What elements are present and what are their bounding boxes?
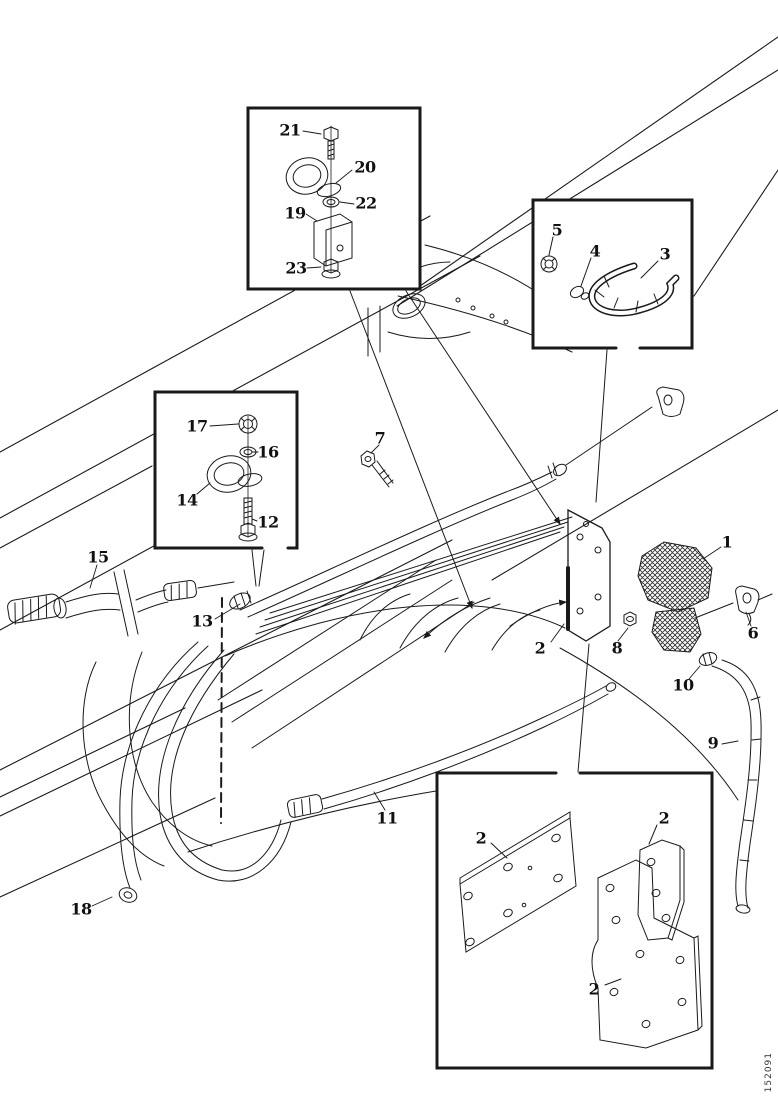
callout-2-part-22: 22: [355, 193, 377, 213]
callout-12-part-7: 7: [374, 428, 386, 448]
callout-17-part-2: 2: [534, 638, 546, 658]
callout-15-part-15: 15: [87, 547, 109, 567]
callout-16-part-13: 13: [191, 611, 213, 631]
hose-9: [712, 660, 761, 914]
clamp-13: [221, 590, 253, 823]
callout-11-part-12: 12: [257, 512, 279, 532]
inset-box-tube-fitting: [533, 200, 692, 348]
callout-9-part-16: 16: [257, 442, 279, 462]
hose-11-tip: [605, 681, 618, 693]
doc-number: 152091: [764, 1051, 774, 1092]
upper-hoses: [240, 407, 652, 617]
callout-4-part-23: 23: [285, 258, 307, 278]
mounting-plate-2: [568, 510, 610, 641]
callout-13-part-1: 1: [721, 532, 733, 552]
callout-25-part-2: 2: [588, 979, 600, 999]
inset-box-clamp-assembly: [248, 108, 420, 289]
dashed-reference-line: [221, 598, 222, 823]
callout-18-part-8: 8: [611, 638, 623, 658]
inset-box-clamp-bolt: [155, 392, 297, 548]
callout-3-part-19: 19: [284, 203, 306, 223]
callout-6-part-4: 4: [589, 241, 601, 261]
callout-14-part-6: 6: [747, 623, 759, 643]
callout-1-part-20: 20: [354, 157, 376, 177]
hose-end-fitting: [551, 462, 568, 478]
inset-leader-lines: [252, 291, 607, 772]
fitting-10: [697, 650, 718, 667]
callout-10-part-14: 14: [176, 490, 198, 510]
callout-21-part-11: 11: [376, 808, 398, 828]
callout-7-part-3: 3: [659, 244, 671, 264]
callout-20-part-9: 9: [707, 733, 719, 753]
nut-8: [624, 612, 636, 626]
callout-24-part-2: 2: [658, 808, 670, 828]
bolt-7: [361, 451, 393, 487]
fitting-6: [736, 586, 759, 614]
frame-bracket: [657, 387, 684, 417]
hose-18-fitting: [117, 885, 139, 904]
inset-box-mounting-plates: [437, 773, 712, 1068]
callout-22-part-18: 18: [70, 899, 92, 919]
callout-0-part-21: 21: [279, 120, 301, 140]
callout-8-part-17: 17: [186, 416, 208, 436]
callout-23-part-2: 2: [475, 828, 487, 848]
callout-5-part-5: 5: [551, 220, 563, 240]
hose-15: [7, 570, 234, 636]
callout-19-part-10: 10: [672, 675, 694, 695]
compressor: [624, 542, 772, 668]
